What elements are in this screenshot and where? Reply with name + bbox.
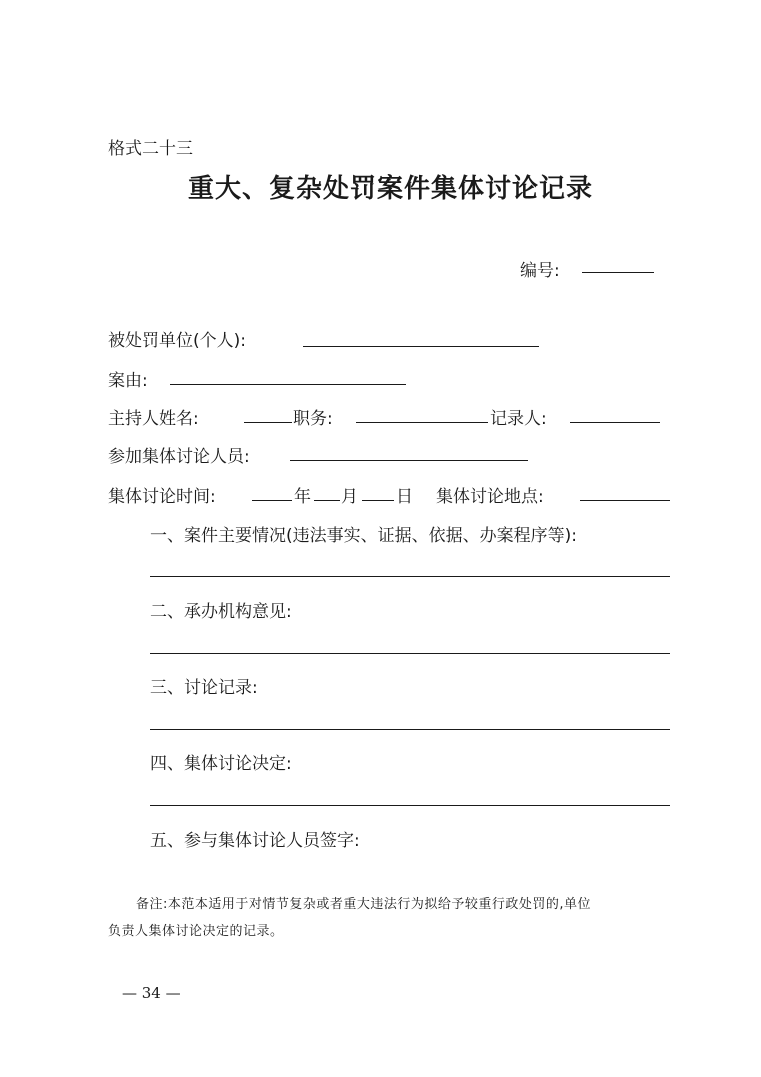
party-field[interactable] bbox=[303, 346, 539, 347]
month-field[interactable] bbox=[314, 500, 340, 501]
case-field[interactable] bbox=[170, 384, 406, 385]
host-field[interactable] bbox=[244, 422, 292, 423]
format-label: 格式二十三 bbox=[108, 139, 193, 159]
section-case-summary-line[interactable] bbox=[150, 576, 670, 577]
day-label: 日 bbox=[396, 487, 413, 507]
section-discussion-record-line[interactable] bbox=[150, 729, 670, 730]
position-field[interactable] bbox=[356, 422, 488, 423]
year-label: 年 bbox=[294, 487, 311, 507]
case-label: 案由: bbox=[108, 371, 148, 391]
year-field[interactable] bbox=[252, 500, 292, 501]
party-label: 被处罚单位(个人): bbox=[108, 331, 246, 351]
note-line-1: 备注:本范本适用于对情节复杂或者重大违法行为拟给予较重行政处罚的,单位 bbox=[136, 897, 592, 912]
location-label: 集体讨论地点: bbox=[436, 487, 544, 507]
section-agency-opinion-line[interactable] bbox=[150, 653, 670, 654]
note-line-2: 负责人集体讨论决定的记录。 bbox=[108, 924, 284, 939]
section-agency-opinion: 二、承办机构意见: bbox=[150, 602, 292, 622]
position-label: 职务: bbox=[293, 409, 333, 429]
serial-field[interactable] bbox=[582, 272, 654, 273]
page-number: — 34 — bbox=[122, 984, 181, 1002]
section-collective-decision: 四、集体讨论决定: bbox=[150, 754, 292, 774]
section-signatures: 五、参与集体讨论人员签字: bbox=[150, 831, 360, 851]
section-discussion-record: 三、讨论记录: bbox=[150, 678, 258, 698]
page-title: 重大、复杂处罚案件集体讨论记录 bbox=[188, 174, 594, 204]
recorder-field[interactable] bbox=[570, 422, 660, 423]
serial-label: 编号: bbox=[520, 261, 560, 281]
month-label: 月 bbox=[341, 487, 358, 507]
recorder-label: 记录人: bbox=[490, 409, 547, 429]
day-field[interactable] bbox=[362, 500, 394, 501]
section-case-summary: 一、案件主要情况(违法事实、证据、依据、办案程序等): bbox=[150, 526, 577, 546]
location-field[interactable] bbox=[580, 500, 670, 501]
host-label: 主持人姓名: bbox=[108, 409, 199, 429]
participants-label: 参加集体讨论人员: bbox=[108, 447, 250, 467]
time-label: 集体讨论时间: bbox=[108, 487, 216, 507]
participants-field[interactable] bbox=[290, 460, 528, 461]
section-collective-decision-line[interactable] bbox=[150, 805, 670, 806]
